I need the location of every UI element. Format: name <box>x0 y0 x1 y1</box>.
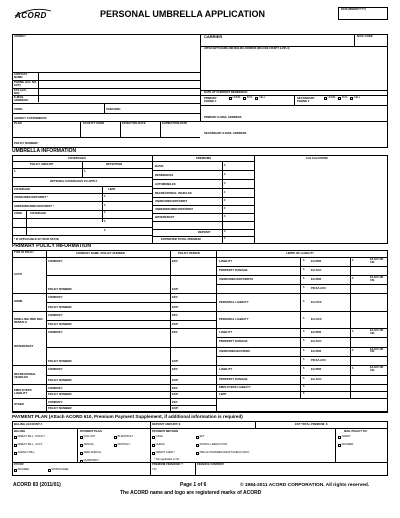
limit-unit-ea_acc_csl: EA ACC OR CSL <box>370 276 384 282</box>
customer-id-label: AGENCY CUSTOMER ID: <box>14 116 48 120</box>
contact-name-label: CONTACT NAME: <box>14 72 28 80</box>
policy-type-home: HOME <box>14 299 23 303</box>
deposit-amount-label: DEPOSIT AMOUNT: $ <box>152 422 181 426</box>
copyright: © 1984-2011 ACORD CORPORATION. All rights reserved. <box>240 483 370 488</box>
secondary-phone-label: SECONDARY PHONE # <box>297 96 315 104</box>
secondary-home-checkbox[interactable]: HOME <box>324 97 335 100</box>
policy-type-watercraft: WATERCRAFT <box>14 343 34 348</box>
row-divider <box>12 311 388 312</box>
checkbox-icon <box>324 97 327 100</box>
applicant-name-field[interactable] <box>201 51 387 87</box>
company-label: COMPANY: <box>48 295 63 299</box>
limit-dollar-2[interactable]: $ <box>352 330 354 334</box>
limit-dollar[interactable]: $ <box>303 367 305 371</box>
code-row-1-dollar[interactable]: $ <box>104 211 106 214</box>
mail-policy-to-label: MAIL POLICY TO: <box>344 429 368 433</box>
retention-dollar[interactable]: $ <box>84 170 86 173</box>
limit-unit-ea_occ: EA OCC <box>311 299 322 304</box>
exp-label: EXP: <box>172 359 179 363</box>
checkbox-icon <box>243 97 246 100</box>
row-divider <box>12 293 388 294</box>
not-applicable-note: * Not applicable in NC <box>154 458 180 461</box>
payment-plan-label: PAYMENT PLAN <box>80 429 102 433</box>
limit-type-liability: LIABILITY <box>219 367 233 372</box>
premium-uninsured-label: UNINSURED MOTORIST <box>155 199 188 203</box>
premium-deposit-dollar[interactable]: $ <box>224 230 226 233</box>
fax-label: FAX (A/C, NO): <box>14 88 27 96</box>
plan-label: PLAN <box>14 121 22 125</box>
limit-dollar[interactable]: $ <box>303 259 305 262</box>
date-box[interactable]: DATE (MM/DD/YYYY) <box>338 7 388 20</box>
checkbox-icon <box>152 444 155 447</box>
limit-type-personal_liability: PERSONAL LIABILITY <box>219 299 249 304</box>
code-label: CODE: <box>14 107 24 111</box>
monthly-option[interactable]: MONTHLY <box>114 444 130 447</box>
limit-unit-ea_acc_csl: EA ACC OR CSL <box>370 329 384 335</box>
checkbox-icon <box>14 469 17 472</box>
premium-residences-label: RESIDENCES <box>155 173 174 177</box>
limit-type-property_damage: PROPERTY DAMAGE <box>219 376 248 381</box>
limit-dollar[interactable]: $ <box>303 392 305 395</box>
naic-code-label: NAIC CODE <box>357 34 373 38</box>
trademark: The ACORD name and logo are registered marks of ACORD <box>120 490 262 496</box>
payment-table <box>12 421 388 476</box>
policy-number-label: POLICY NUMBER: <box>48 392 73 396</box>
annual-option[interactable]: ANNUAL <box>80 444 94 447</box>
agency-bill-option[interactable]: AGENCY BILL <box>14 452 35 455</box>
checkbox-icon <box>48 469 51 472</box>
policy-number-label: POLICY NUMBER: <box>48 305 73 309</box>
pre-authorized-option[interactable]: PRE-AUTHORIZED DRAFT/CHECK (PAC) <box>196 452 249 455</box>
mail-insured-option[interactable]: INSURED <box>338 444 353 447</box>
limit-divider <box>216 375 388 376</box>
company-label: COMPANY: <box>48 330 63 334</box>
policy-number-label: POLICY NUMBER: <box>48 287 73 291</box>
payment-method-label: PAYMENT METHOD <box>152 429 179 433</box>
carrier-label: CARRIER <box>204 34 223 39</box>
agency-label: AGENCY <box>14 34 26 38</box>
underinsured-limit-dollar[interactable]: $ <box>104 204 106 207</box>
checkbox-icon <box>80 436 83 439</box>
limit-unit-ea_acc: EA ACC <box>311 339 322 344</box>
premium-underinsured-label: UNDERINSURED MOTORIST <box>155 207 194 211</box>
limit-divider <box>216 391 388 392</box>
premium-watercraft-dollar[interactable]: $ <box>224 215 226 218</box>
direct-bill-acct-option[interactable]: DIRECT BILL - ACCT <box>14 444 42 447</box>
primary-email-label: PRIMARY E-MAIL ADDRESS <box>204 115 242 119</box>
row-divider <box>12 365 388 366</box>
page-number: Page 1 of 6 <box>180 482 207 488</box>
acord-logo: ACORD <box>13 8 53 20</box>
limit-unit-ea_per: EA PER <box>311 348 322 353</box>
checkbox-icon <box>80 444 83 447</box>
limit-dollar-2[interactable]: $ <box>352 277 354 280</box>
limit-unit-ea_acc: EA ACC <box>311 268 322 272</box>
row-divider <box>12 328 388 329</box>
limits-col-divider <box>300 257 301 398</box>
limit-dollar[interactable]: $ <box>303 277 305 280</box>
policy-type-other: OTHER <box>14 402 24 406</box>
row-divider <box>12 384 388 385</box>
checkbox-icon <box>14 436 17 439</box>
payor-insured-option[interactable]: INSURED <box>14 469 29 472</box>
row-mid-divider <box>46 405 216 406</box>
form-id: ACORD 83 (2011/01) <box>13 482 61 488</box>
eff-label: EFF: <box>172 400 179 404</box>
agency-field[interactable] <box>13 38 199 70</box>
uninsured-limit-dollar[interactable]: $ <box>104 195 106 198</box>
row-mid-divider <box>46 375 216 376</box>
limit-unit-pd_ea_acc: PD EA ACC <box>311 286 327 290</box>
checkbox-icon <box>338 436 341 439</box>
type-of-policy-header: TYPE OF POLICY <box>14 251 34 254</box>
policy-number-label: POLICY NUMBER: <box>48 406 73 410</box>
premium-residences-dollar[interactable]: $ <box>224 173 226 176</box>
finance-company-label: FINANCE COMPANY <box>197 462 225 466</box>
email-label: E-MAIL ADDRESS: <box>14 95 29 103</box>
premium-basic-label: BASIC <box>155 164 164 168</box>
subcode-label: SUBCODE: <box>106 107 121 111</box>
uninsured-motorist-label: UNINSURED MOTORIST * <box>14 195 48 199</box>
semi-annual-option[interactable]: SEMI-ANNUAL <box>80 452 101 455</box>
primary-home-checkbox[interactable]: HOME <box>229 97 240 100</box>
policy-type-employers: EMPLOYERS LIABILITY <box>14 388 32 396</box>
limit-type-limit: LIMIT <box>219 392 227 396</box>
limit-type-personal_liability: PERSONAL LIABILITY <box>219 317 249 321</box>
row-mid-divider <box>46 302 216 303</box>
optional-coverages-label: OPTIONAL COVERAGES TO APPLY <box>50 179 98 183</box>
primary-cell-checkbox[interactable]: CELL <box>255 97 265 100</box>
company-label: COMPANY: <box>48 400 63 404</box>
coverage-label: COVERAGE <box>14 187 31 191</box>
limit-dollar-2[interactable]: $ <box>352 367 354 371</box>
limit-type-uninsured_motorists: UNINSURED MOTORISTS <box>219 277 253 281</box>
policy-type-rec_vehicles: RECREATIONAL VEHICLES <box>14 371 36 379</box>
limit-unit-ea_acc_csl: EA ACC OR CSL <box>370 366 384 372</box>
premium-automobiles-dollar[interactable]: $ <box>224 182 226 185</box>
premium-underinsured-dollar[interactable]: $ <box>224 207 226 210</box>
limit-unit-pd_ea_acc: PD EA ACC <box>311 357 327 362</box>
limit-dollar[interactable]: $ <box>303 299 305 303</box>
limit-dollar[interactable]: $ <box>303 268 305 271</box>
calculations-header: CALCULATIONS <box>306 156 328 160</box>
limit-divider <box>216 356 388 357</box>
checkbox-icon <box>229 97 232 100</box>
checkbox-icon <box>338 97 341 100</box>
checkbox-icon <box>152 452 155 455</box>
limit-dollar[interactable]: $ <box>303 348 305 352</box>
code-row-2-dollar[interactable]: $ <box>104 220 106 223</box>
umbrella-section-title: UMBRELLA INFORMATION <box>12 148 77 154</box>
cash-option[interactable]: CASH <box>152 436 163 439</box>
eff-label: EFF: <box>172 330 179 334</box>
limits-header: LIMITS OF LIABILITY <box>286 251 314 255</box>
limits-col-divider-2 <box>350 257 354 398</box>
premium-watercraft-label: WATERCRAFT <box>155 215 175 219</box>
primary-section-title: PRIMARY POLICY INFORMATION <box>12 243 91 249</box>
check-option[interactable]: CHECK <box>152 444 165 447</box>
policy-number-label: POLICY NUMBER: <box>14 141 39 145</box>
checkbox-icon <box>114 436 117 439</box>
premium-automobiles-label: AUTOMOBILES <box>155 182 176 186</box>
limit-dollar[interactable]: $ <box>303 330 305 334</box>
facility-code-label: FACILITY CODE <box>83 121 105 125</box>
direct-bill-policy-option[interactable]: DIRECT BILL - POLICY <box>14 436 45 439</box>
retention-label: RETENTION <box>106 162 123 166</box>
limit-dollar-2[interactable]: $ <box>352 259 354 262</box>
applicant-name-label: APPLICANT'S NAME AND MAILING ADDRESS (INCLUDE COUNTY & ZIP+4) <box>204 47 290 50</box>
premium-estimated-total-dollar[interactable]: $ <box>224 237 226 240</box>
exp-label: EXP: <box>172 305 179 309</box>
limit-unit-ea_acc_csl: EA ACC OR CSL <box>370 258 384 264</box>
secondary-email-label: SECONDARY E-MAIL ADDRESS <box>204 131 247 135</box>
premium-financed-label: PREMIUM FINANCED ? <box>152 462 183 466</box>
policy-amount-dollar[interactable]: $ <box>14 170 16 173</box>
limit-dollar[interactable]: $ <box>303 339 305 343</box>
credit-card-option[interactable]: CREDIT CARD * <box>152 452 175 455</box>
bi-monthly-option[interactable]: BI-MONTHLY <box>114 436 133 439</box>
effective-date-label: EFFECTIVE DATE <box>122 121 146 125</box>
limit-divider <box>216 284 388 285</box>
limit-divider <box>216 275 388 276</box>
limit-type-property_damage: PROPERTY DAMAGE <box>219 268 248 272</box>
checkbox-icon <box>255 97 258 100</box>
limit-divider <box>216 266 388 267</box>
form-title: PERSONAL UMBRELLA APPLICATION <box>100 9 266 19</box>
company-label: COMPANY: <box>48 259 63 263</box>
limit-unit-ea_acc_csl: EA ACC OR CSL <box>370 347 384 354</box>
expiration-date-label: EXPIRATION DATE <box>162 121 188 125</box>
row-divider <box>12 412 388 413</box>
row-mid-divider <box>46 275 216 276</box>
policy-amount-label: POLICY AMOUNT <box>30 162 54 166</box>
exp-label: EXP: <box>172 322 179 326</box>
limit-divider <box>216 337 388 338</box>
policy-type-auto: AUTO <box>14 272 22 276</box>
mail-agent-option[interactable]: AGENT <box>338 436 351 439</box>
limit-divider <box>216 347 388 348</box>
eff-label: EFF: <box>172 367 179 371</box>
checkbox-icon <box>350 97 353 100</box>
payment-section-title: PAYMENT PLAN (Attach ACORD 610, Premium Payment Supplement, if additional information is required) <box>12 414 243 419</box>
company-label: COMPANY: <box>48 386 63 390</box>
exp-label: EXP: <box>172 287 179 291</box>
date-at-residence-label: DATE AT CURRENT RESIDENCE: <box>204 90 249 94</box>
limit-dollar[interactable]: $ <box>303 385 305 388</box>
row-divider <box>12 398 388 399</box>
limit-unit-ea_occ: EA OCC <box>311 317 322 321</box>
policy-number-label: POLICY NUMBER: <box>48 378 73 382</box>
payroll-option[interactable]: PAYROLL DEDUCTION <box>196 444 227 447</box>
row-mid-divider <box>46 391 216 392</box>
eft-option[interactable]: EFT <box>196 436 205 439</box>
limit-type-property_damage: PROPERTY DAMAGE <box>219 339 248 344</box>
full-pay-option[interactable]: FULL PAY <box>80 436 95 439</box>
quarterly-option[interactable]: QUARTERLY <box>80 460 99 463</box>
eff-label: EFF: <box>172 313 179 317</box>
primary-bus-checkbox[interactable]: BUS <box>243 97 252 100</box>
primary-phone-type <box>229 97 265 100</box>
limit-dollar[interactable]: $ <box>303 376 305 380</box>
phone-label: PHONE (A/C, NO, EXT): <box>14 80 37 88</box>
secondary-cell-checkbox[interactable]: CELL <box>350 97 360 100</box>
eff-label: EFF: <box>172 295 179 299</box>
code-row-3-dollar[interactable]: $ <box>104 229 106 232</box>
checkbox-icon <box>196 452 199 455</box>
coverage-col-label: COVERAGE <box>30 211 47 215</box>
limit-label: LIMIT <box>108 187 116 191</box>
premium-rec-vehicles-dollar[interactable]: $ <box>224 191 226 194</box>
policy-period-header: POLICY PERIOD <box>178 251 200 255</box>
company-label: COMPANY: <box>48 313 63 317</box>
limit-dollar-2[interactable]: $ <box>352 348 354 352</box>
limit-dollar[interactable]: $ <box>303 317 305 320</box>
premium-estimated-total-label: ESTIMATED TOTAL PREMIUM <box>161 237 201 241</box>
premium-financed-yn[interactable]: Y/N <box>152 468 157 471</box>
limit-type-uninsured_boaters: UNINSURED BOATERS <box>219 348 250 353</box>
row-mid-divider <box>46 320 216 321</box>
checkbox-icon <box>196 436 199 439</box>
limit-unit-ea_acc: EA ACC <box>311 376 322 381</box>
policy-number-label: POLICY NUMBER: <box>48 322 73 326</box>
underinsured-motorist-label: UNDERINSURED MOTORIST * <box>14 204 54 208</box>
premiums-header: PREMIUMS <box>196 156 212 160</box>
checkbox-icon <box>196 444 199 447</box>
payor-mortgagee-option[interactable]: MORTGAGEE <box>48 469 68 472</box>
billing-label: BILLING <box>14 429 26 433</box>
policy-number-label: POLICY NUMBER: <box>48 359 73 363</box>
limit-unit-ea_per: EA PER <box>311 277 322 281</box>
secondary-bus-checkbox[interactable]: BUS <box>338 97 347 100</box>
limit-type-liability: LIABILITY <box>219 330 233 335</box>
premium-uninsured-dollar[interactable]: $ <box>224 199 226 202</box>
checkbox-icon <box>338 444 341 447</box>
company-name-header: COMPANY NAME / POLICY NUMBER <box>76 251 125 255</box>
limit-unit-ea_per: EA PER <box>311 259 322 263</box>
limit-dollar[interactable]: $ <box>303 357 305 361</box>
payor-label: PAYOR <box>14 462 24 466</box>
secondary-phone-type <box>324 97 360 100</box>
premium-basic-dollar[interactable]: $ <box>224 164 226 167</box>
checkbox-icon <box>80 452 83 455</box>
policy-type-dwelling: DWELLING FIRE INCL RENTALS <box>14 316 44 324</box>
checkbox-icon <box>114 444 117 447</box>
premium-rec-vehicles-label: RECREATIONAL VEHICLES <box>155 191 192 195</box>
coverages-header: COVERAGES <box>68 156 86 160</box>
limit-unit-ea_per: EA PER <box>311 367 322 372</box>
checkbox-icon <box>14 452 17 455</box>
if-applicable-note: * IF APPLICABLE IN YOUR STATE <box>14 237 59 241</box>
company-label: COMPANY: <box>48 367 63 371</box>
exp-label: EXP: <box>172 378 179 382</box>
limit-unit-ea_per: EA PER <box>311 330 322 335</box>
eff-label: EFF: <box>172 386 179 390</box>
premium-deposit-label: DEPOSIT <box>198 230 211 234</box>
limit-type-liability: LIABILITY <box>219 259 233 263</box>
exp-label: EXP: <box>172 392 179 396</box>
eff-label: EFF: <box>172 259 179 263</box>
limit-type-employers_liability: EMPLOYERS LIABILITY <box>219 385 251 389</box>
primary-phone-label: PRIMARY PHONE # <box>204 96 217 104</box>
checkbox-icon <box>152 436 155 439</box>
est-total-premium-label: EST TOTAL PREMIUM: $ <box>295 422 328 426</box>
code-col-label: CODE <box>14 211 23 215</box>
row-mid-divider <box>46 347 216 348</box>
billing-account-label: BILLING ACCOUNT # <box>14 422 43 426</box>
exp-label: EXP: <box>172 406 179 410</box>
checkbox-icon <box>14 444 17 447</box>
limit-dollar[interactable]: $ <box>303 286 305 289</box>
